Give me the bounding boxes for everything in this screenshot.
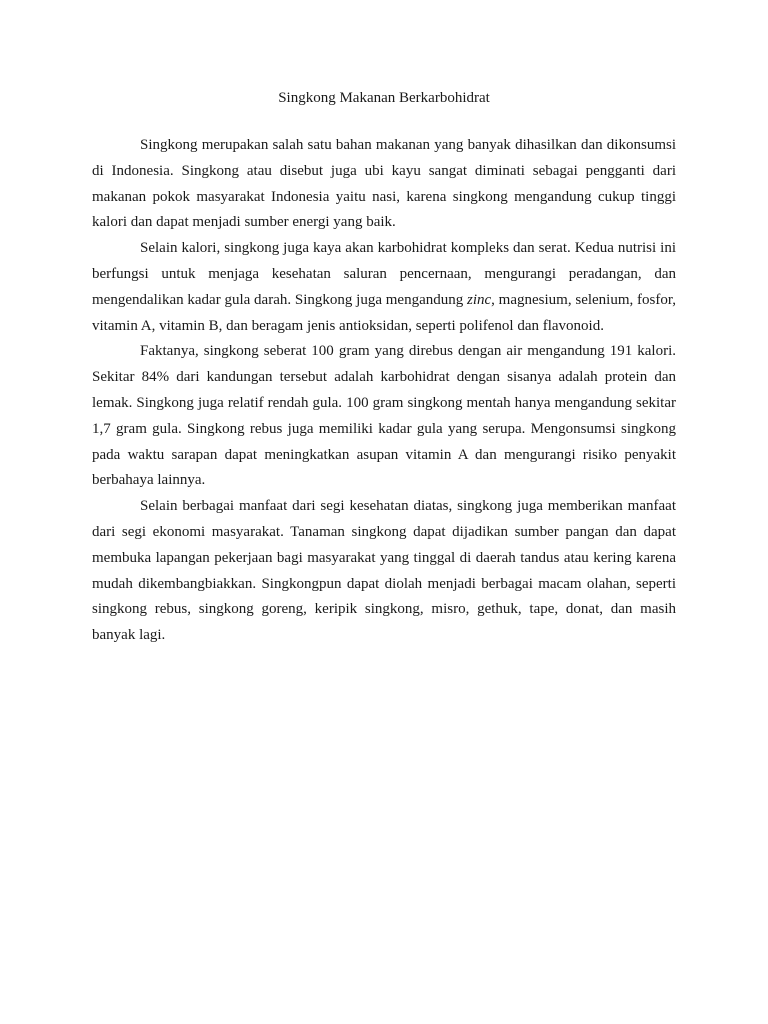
paragraph-2 xyxy=(92,236,676,339)
paragraph-2-text-before: Selain kalori, singkong juga kaya akan karbohidrat kompleks dan serat. Kedua nutrisi ini berfungsi untuk menjaga kesehatan saluran pencernaan, mengurangi peradangan, dan mengendalikan kadar gula darah. Singkong juga mengandung xyxy=(92,240,676,308)
paragraph-4: Selain berbagai manfaat dari segi kesehatan diatas, singkong juga memberikan manfaat dari segi ekonomi masyarakat. Tanaman singkong dapat dijadikan sumber pangan dan dapat membuka lapangan pekerjaan bagi masyarakat yang tinggal di daerah tandus atau kering karena mudah dikembangbiakkan. Singkongpun dapat diolah menjadi berbagai macam olahan, seperti singkong rebus, singkong goreng, keripik singkong, misro, gethuk, tape, donat, dan masih banyak lagi. xyxy=(92,498,676,644)
paragraph-1: Singkong merupakan salah satu bahan makanan yang banyak dihasilkan dan dikonsumsi di Indonesia. Singkong atau disebut juga ubi kayu sangat diminati sebagai pengganti dari makanan pokok masyarakat Indonesia yaitu nasi, karena singkong mengandung cukup tinggi kalori dan dapat menjadi sumber energi yang baik. xyxy=(92,137,676,231)
document-body xyxy=(92,133,676,649)
paragraph-2-emphasis: zinc xyxy=(467,291,492,308)
paragraph-3: Faktanya, singkong seberat 100 gram yang direbus dengan air mengandung 191 kalori. Sekitar 84% dari kandungan tersebut adalah karbohidrat dengan sisanya adalah protein dan lemak. Singkong juga relatif rendah gula. 100 gram singkong mentah hanya mengandung sekitar 1,7 gram gula. Singkong rebus juga memiliki kadar gula yang serupa. Mengonsumsi singkong pada waktu sarapan dapat meningkatkan asupan vitamin A dan mengurangi risiko penyakit berbahaya lainnya. xyxy=(92,343,676,489)
paragraph-2-text-after: , magnesium, selenium, fosfor, vitamin A, vitamin B, dan beragam jenis antioksidan, seperti polifenol dan flavonoid. xyxy=(92,291,676,334)
document-title: Singkong Makanan Berkarbohidrat xyxy=(278,90,490,106)
